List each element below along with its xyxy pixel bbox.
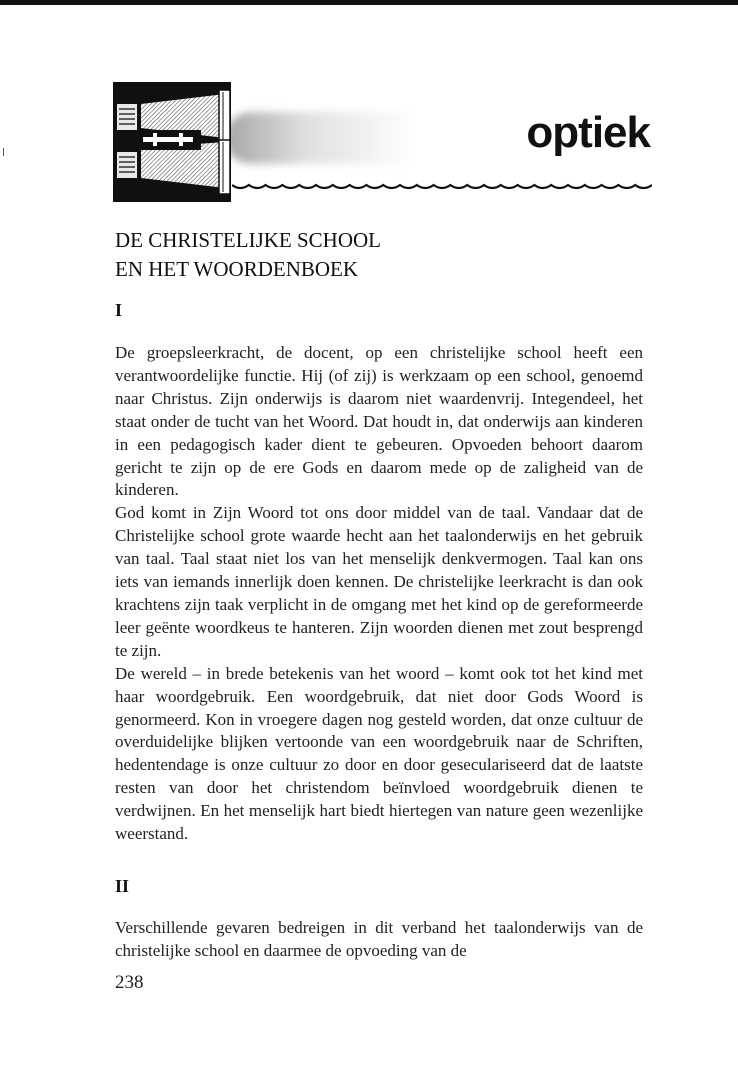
paragraph: De wereld – in brede betekenis van het woord – komt ook tot het kind met haar woordgebruik. Een woordgebruik, dat niet door Gods Woord is genormeerd. Kon in vroegere dagen nog gesteld worden, dat onze cultuur de overduidelijke blijken vertoonde van een woordgebruik naar de Schriften, hedentendage is onze cultuur zo door en door geseculariseerd dat de laatste resten van door het christendom beïnvloed woordgebruik dienen te verdwijnen. En het menselijk hart biedt hiertegen van nature geen wezenlijke weerstand. [115, 663, 643, 844]
header-wave-divider [232, 182, 652, 192]
article-title-line-1: DE CHRISTELIJKE SCHOOL [115, 228, 381, 252]
paragraph: Verschillende gevaren bedreigen in dit verband het taalonderwijs van de christelijke school en daarmee de opvoeding van de [115, 918, 643, 960]
article-title [115, 226, 381, 284]
top-rule [0, 0, 738, 5]
section-2-body [115, 917, 643, 963]
gutter-mark [3, 148, 4, 156]
section-numeral-1: I [115, 300, 123, 320]
section-numeral-2: II [115, 876, 130, 896]
paragraph: God komt in Zijn Woord tot ons door middel van de taal. Vandaar dat de Christelijke school grote waarde hecht aan het taalonderwijs en het gebruik van taal. Taal staat niet los van het menselijk denkvermogen. Taal kan ons iets van iemands innerlijk doen kennen. De christelijke leerkracht is dan ook krachtens zijn taak verplicht in de omgang met het kind op de gereformeerde leer geënte woordkeus te hanteren. Zijn woorden dienen met zout besprengd te zijn. [115, 503, 643, 660]
section-1-body [115, 342, 643, 846]
paragraph: De groepsleerkracht, de docent, op een christelijke school heeft een verantwoordelijke functie. Hij (of zij) is werkzaam op een school, genoemd naar Christus. Zijn onderwijs is daarom niet waardenvrij. Integendeel, het staat onder de tucht van het Woord. Dat houdt in, dat onderwijs aan kinderen in een pedagogisch kader dient te gebeuren. Opvoeden behoort daarom gericht te zijn op de ere Gods en daarom mede op de zaligheid van de kinderen. [115, 343, 643, 500]
section-title: optiek [526, 108, 650, 157]
binoculars-icon [113, 82, 231, 202]
page-number: 238 [115, 972, 144, 993]
article-title-line-2: EN HET WOORDENBOEK [115, 257, 359, 281]
logo-fade [225, 112, 495, 164]
